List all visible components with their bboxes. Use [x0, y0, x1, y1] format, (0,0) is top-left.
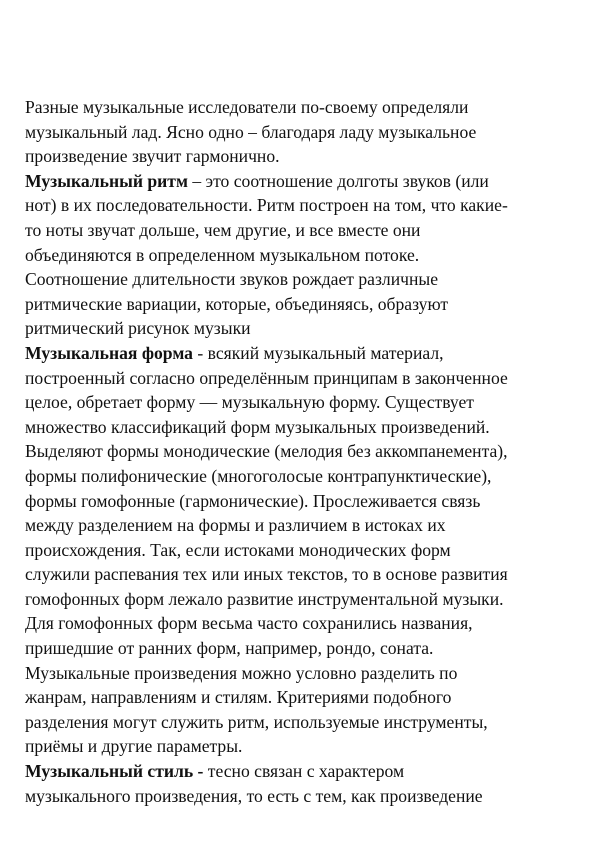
text-line: произведение звучит гармонично.: [25, 146, 280, 167]
text-line: формы полифонические (многоголосые контрапунктические),: [25, 465, 492, 486]
text-fragment: – это соотношение долготы звуков (или: [187, 170, 489, 191]
text-line: множество классификаций форм музыкальных произведений.: [25, 416, 490, 437]
text-line: Разные музыкальные исследователи по-своему определяли: [25, 97, 469, 117]
text-line: [25, 169, 575, 194]
text-line: ритмический рисунок музыки: [25, 318, 251, 339]
text-line: Соотношение длительности звуков рождает различные: [25, 269, 439, 290]
text-line: происхождения. Так, если истоками монодических форм: [25, 539, 451, 560]
term-form: Музыкальная форма: [25, 342, 193, 363]
text-line: то ноты звучат дольше, чем другие, и все вместе они: [25, 219, 421, 240]
text-line: объединяются в определенном музыкальном потоке.: [25, 244, 420, 265]
text-line: формы гомофонные (гармонические). Прослеживается связь: [25, 490, 481, 511]
term-style: Музыкальный стиль -: [25, 761, 204, 782]
text-line: построенный согласно определённым принципам в законченное: [25, 367, 508, 388]
term-rhythm: Музыкальный ритм: [25, 170, 188, 191]
text-line: между разделением на формы и различием в истоках их: [25, 515, 446, 536]
text-line: Музыкальные произведения можно условно разделить по: [25, 662, 458, 683]
text-line: музыкальный лад. Ясно одно – благодаря ладу музыкальное: [25, 121, 477, 142]
text-line: [25, 759, 575, 784]
text-line: жанрам, направлениям и стилям. Критериями подобного: [25, 687, 452, 708]
paragraph-style: [25, 759, 575, 808]
text-line: Выделяют формы монодические (мелодия без аккомпанемента),: [25, 441, 508, 462]
text-line: приёмы и другие параметры.: [25, 736, 243, 757]
text-line: целое, обретает форму — музыкальную форму. Существует: [25, 392, 474, 413]
text-line: [25, 341, 575, 366]
paragraph-rhythm: [25, 169, 575, 341]
text-fragment: тесно связан с характером: [203, 761, 405, 782]
text-line: пришедшие от ранних форм, например, рондо, соната.: [25, 638, 434, 659]
document-body: [25, 95, 575, 808]
text-line: разделения могут служить ритм, используемые инструменты,: [25, 711, 488, 732]
text-line: нот) в их последовательности. Ритм построен на том, что какие-: [25, 195, 508, 216]
text-line: гомофонных форм лежало развитие инструментальной музыки.: [25, 588, 504, 609]
text-fragment: - всякий музыкальный материал,: [192, 342, 444, 363]
text-line: Для гомофонных форм весьма часто сохранились названия,: [25, 613, 473, 634]
paragraph-form: [25, 341, 575, 759]
text-line: музыкального произведения, то есть с тем, как произведение: [25, 785, 483, 806]
text-line: ритмические вариации, которые, объединяясь, образуют: [25, 293, 449, 314]
text-line: служили распевания тех или иных текстов, то в основе развития: [25, 564, 508, 585]
paragraph-intro: [25, 95, 575, 169]
